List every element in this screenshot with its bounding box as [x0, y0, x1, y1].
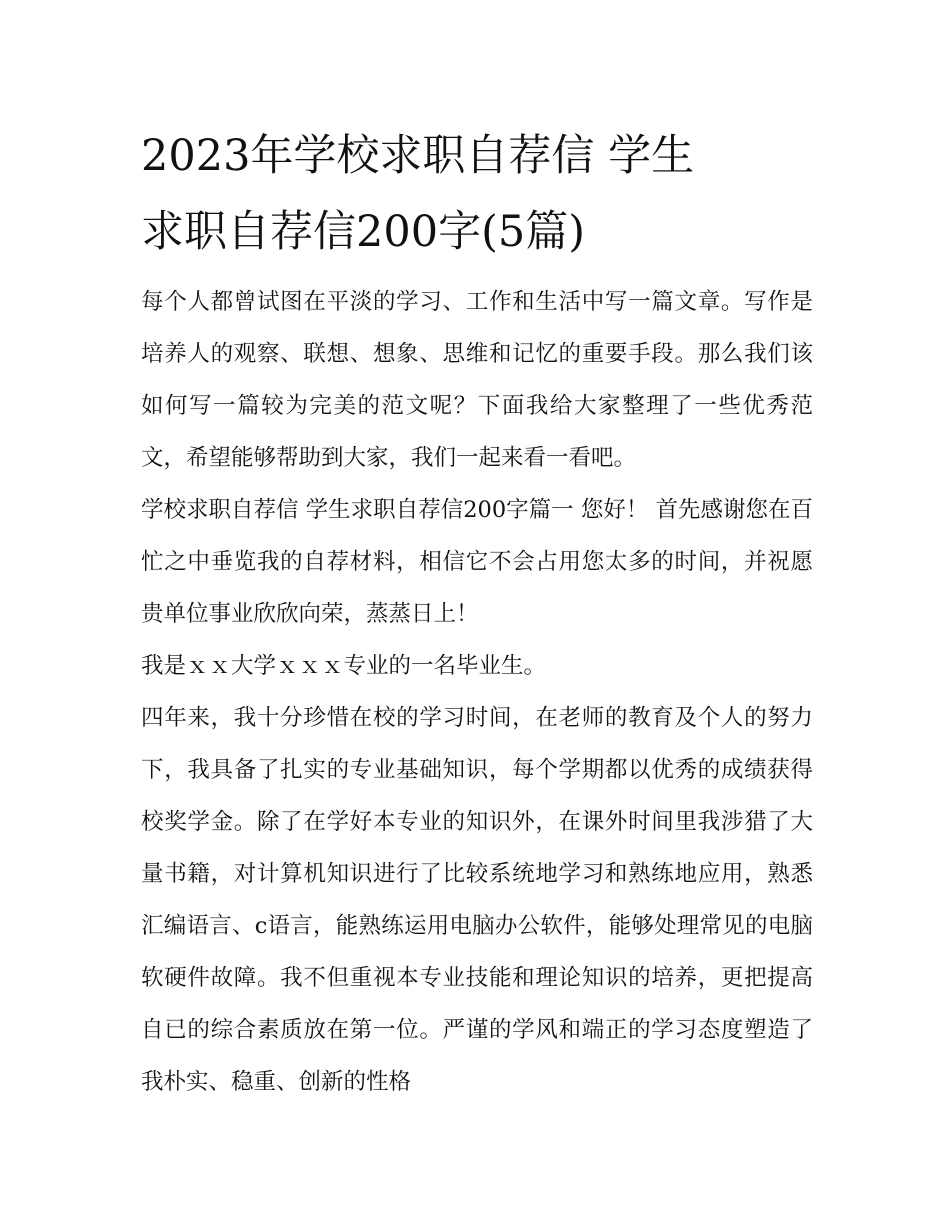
paragraph-intro: 每个人都曾试图在平淡的学习、工作和生活中写一篇文章。写作是培养人的观察、联想、想象、思维和记忆的重要手段。那么我们该如何写一篇较为完美的范文呢？下面我给大家整理了一些优秀范文，希望能够帮助到大家，我们一起来看一看吧。: [141, 289, 813, 471]
document-page: [141, 118, 813, 1108]
title-line-2: 求职自荐信200字(5篇): [141, 207, 585, 257]
title-line-1: 2023年学校求职自荐信 学生: [141, 131, 695, 181]
paragraph-greeting: 学校求职自荐信 学生求职自荐信200字篇一 您好！ 首先感谢您在百忙之中垂览我的自荐材料，相信它不会占用您太多的时间，并祝愿贵单位事业欣欣向荣，蒸蒸日上！: [141, 497, 813, 627]
paragraph-identity: 我是ｘｘ大学ｘｘｘ专业的一名毕业生。: [141, 653, 547, 679]
document-body: [141, 276, 813, 1108]
document-title: [141, 118, 813, 270]
paragraph-study: 四年来，我十分珍惜在校的学习时间，在老师的教育及个人的努力下，我具备了扎实的专业基础知识，每个学期都以优秀的成绩获得校奖学金。除了在学好本专业的知识外，在课外时间里我涉猎了大量书籍，对计算机知识进行了比较系统地学习和熟练地应用，熟悉汇编语言、c语言，能熟练运用电脑办公软件，能够处理常见的电脑软硬件故障。我不但重视本专业技能和理论知识的培养，更把提高自已的综合素质放在第一位。严谨的学风和端正的学习态度塑造了我朴实、稳重、创新的性格: [141, 705, 813, 1095]
